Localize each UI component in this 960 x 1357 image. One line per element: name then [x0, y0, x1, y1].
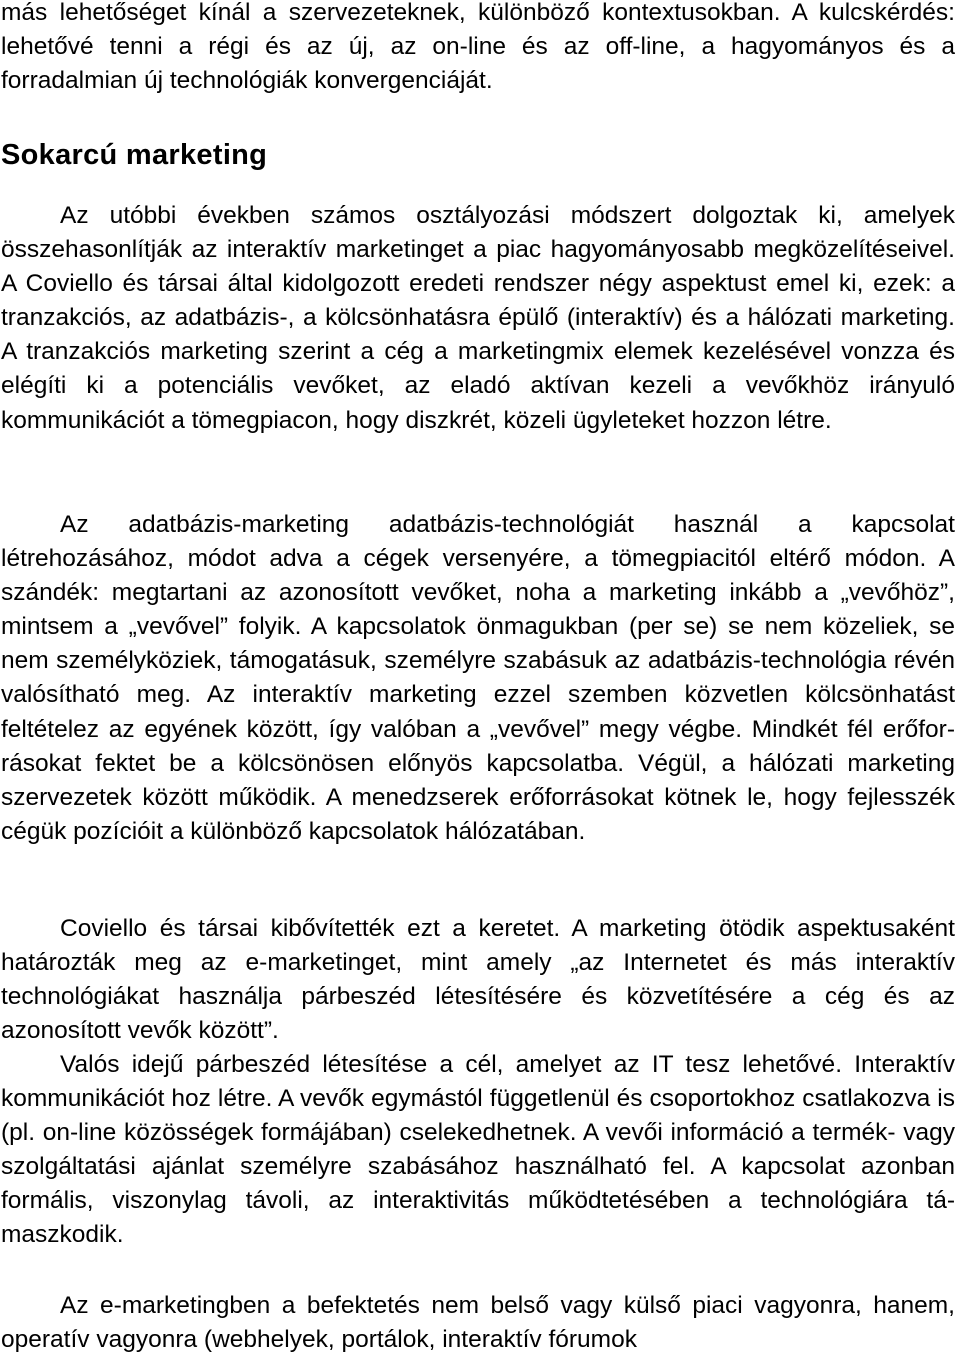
paragraph-intro-continuation: más lehetőséget kínál a szervezeteknek, különböző kontextusokban. A kulcskérdés: lehetővé tenni a régi és az új, az on-line és az off-line, a hagyományos és a forradalmian új technológiák konvergenciáját. [1, 0, 955, 95]
paragraph: Az adatbázis-marketing adatbázis-technológiát használ a kapcsolat létrehozásához, módot adva a cégek versenyére, a tömegpiacitól eltérő módon. A szándék: megtartani az azonosított vevőket, noha a marketing inkább a „vevőhöz”, mintsem a „vevővel” folyik. A kapcsolatok önmagukban (per se) se nem közeliek, se nem személyköziek, támogatásuk, személyre szabásuk az adatbázis-technológia révén valósítható meg. Az interaktív marketing ezzel szemben közvetlen kölcsönhatást feltételez az egyének között, így valóban a „vevővel” megy végbe. Mindkét fél erőforrásokat fektet be a kölcsönösen előnyös kapcsolatba. Végül, a hálózati marketing szervezetek között működik. A menedzserek erőforrásokat kötnek le, hogy fejlesszék cégük pozícióit a különböző kapcsolatok hálózatában. [1, 511, 955, 845]
paragraph: Az e-marketingben a befektetés nem belső vagy külső piaci vagyonra, hanem, operatív vagyonra (webhelyek, portálok, interaktív fórumok [1, 1292, 955, 1354]
section-heading: Sokarcú marketing [1, 139, 268, 171]
paragraph: Az utóbbi években számos osztályozási módszert dolgoztak ki, amelyek összehasonlítják az interaktív marketinget a piac hagyományosabb megközelítéseivel. A Coviello és társai által kidolgozott eredeti rendszer négy aspektust emel ki, ezek: a tranzakciós, az adatbázis-, a kölcsönhatásra épülő (interaktív) és a hálózati marketing. A tranzakciós marketing szerint a cég a marketingmix elemek kezelésével vonzza és elégíti ki a potenciális vevőket, az eladó aktívan kezeli a vevőkhöz irányuló kommunikációt a tömegpiacon, hogy diszkrét, közeli ügyleteket hozzon létre. [1, 202, 955, 434]
paragraph: Coviello és társai kibővítették ezt a keretet. A marketing ötödik aspektusaként határozták meg az e-marketinget, mint amely „az Internetet és más interaktív technológiákat használja párbeszéd létesítésére és közvetítésére a cég és az azonosított vevők között”. [1, 915, 955, 1045]
paragraph: Valós idejű párbeszéd létesítése a cél, amelyet az IT tesz lehetővé. Interaktív kommunikációt hoz létre. A vevők egymástól függetlenül és csoportokhoz csatlakozva is (pl. on-line közösségek formájában) cselekedhetnek. A vevői információ a termék- vagy szolgáltatási ajánlat személyre szabásához használható fel. A kapcsolat azonban formális, viszonylag távoli, az interaktivitás működtetésében a technológiára támaszkodik. [1, 1051, 955, 1249]
